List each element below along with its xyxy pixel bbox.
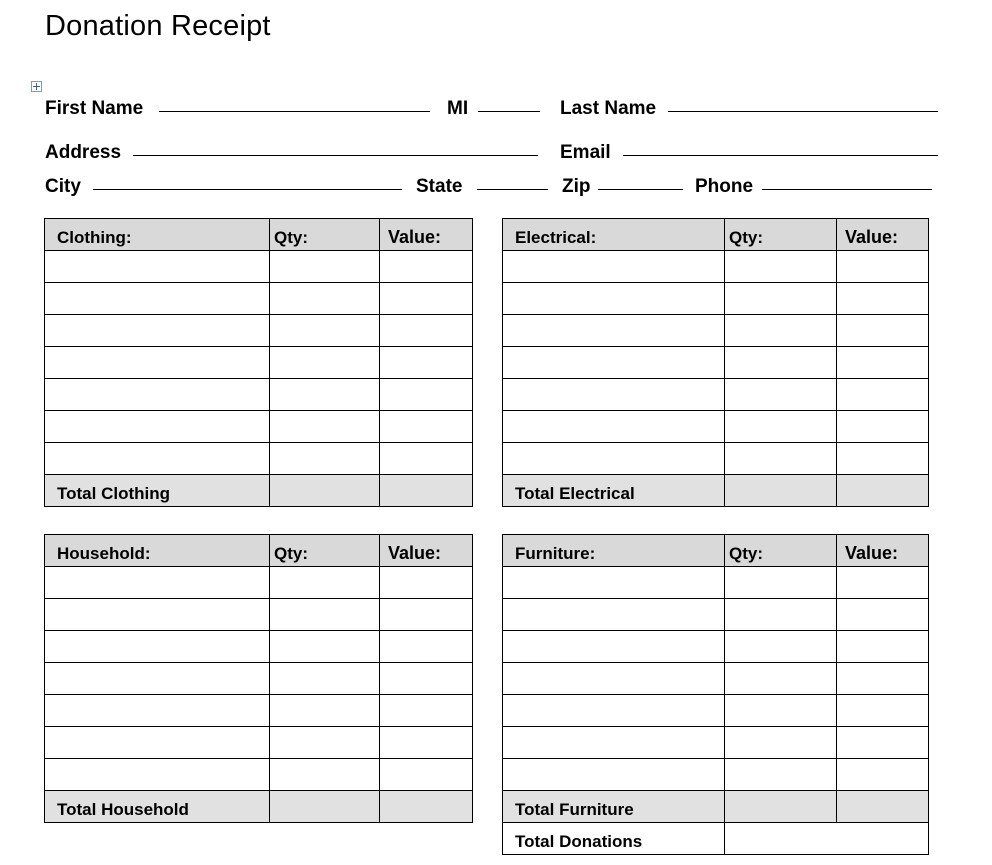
table-row xyxy=(503,727,929,759)
item-cell[interactable] xyxy=(45,599,270,631)
item-cell[interactable] xyxy=(45,567,270,599)
clothing-table xyxy=(44,218,473,507)
total-row xyxy=(45,791,473,823)
address-label: Address xyxy=(45,142,122,163)
qty-cell[interactable] xyxy=(725,251,837,283)
value-cell[interactable] xyxy=(380,567,473,599)
mi-label: MI xyxy=(447,98,469,119)
qty-cell[interactable] xyxy=(725,379,837,411)
qty-cell[interactable] xyxy=(270,379,380,411)
item-cell[interactable] xyxy=(503,443,725,475)
qty-cell[interactable] xyxy=(270,759,380,791)
item-cell[interactable] xyxy=(45,759,270,791)
item-cell[interactable] xyxy=(503,759,725,791)
total-value-cell[interactable] xyxy=(837,475,929,507)
city-label: City xyxy=(45,176,81,197)
value-cell[interactable] xyxy=(380,727,473,759)
table-header-row xyxy=(45,219,473,251)
item-cell[interactable] xyxy=(45,315,270,347)
total-qty-cell[interactable] xyxy=(725,791,837,823)
first-name-label: First Name xyxy=(45,98,144,119)
qty-cell[interactable] xyxy=(270,411,380,443)
table-row xyxy=(503,663,929,695)
total-value-cell[interactable] xyxy=(380,475,473,507)
item-cell[interactable] xyxy=(503,727,725,759)
item-cell[interactable] xyxy=(45,663,270,695)
value-cell[interactable] xyxy=(380,315,473,347)
table-row xyxy=(503,379,929,411)
value-cell[interactable] xyxy=(380,695,473,727)
last-name-field[interactable] xyxy=(668,111,938,112)
value-cell[interactable] xyxy=(837,251,929,283)
item-cell[interactable] xyxy=(503,411,725,443)
table-row xyxy=(503,599,929,631)
table-header-row xyxy=(45,535,473,567)
value-cell[interactable] xyxy=(837,443,929,475)
table-row xyxy=(45,283,473,315)
qty-cell[interactable] xyxy=(725,567,837,599)
item-cell[interactable] xyxy=(45,283,270,315)
qty-cell[interactable] xyxy=(270,631,380,663)
total-qty-cell[interactable] xyxy=(270,475,380,507)
qty-cell[interactable] xyxy=(270,315,380,347)
qty-cell[interactable] xyxy=(725,631,837,663)
clothing-header: Clothing: xyxy=(57,228,132,247)
table-row xyxy=(45,251,473,283)
table-row xyxy=(45,727,473,759)
household-header: Household: xyxy=(57,544,151,563)
qty-cell[interactable] xyxy=(725,727,837,759)
item-cell[interactable] xyxy=(503,251,725,283)
state-field[interactable] xyxy=(477,189,548,190)
total-row xyxy=(503,475,929,507)
table-row xyxy=(45,567,473,599)
electrical-header: Electrical: xyxy=(515,228,597,247)
value-cell[interactable] xyxy=(380,631,473,663)
qty-header: Qty: xyxy=(729,228,763,247)
total-donations-cell[interactable] xyxy=(725,823,929,855)
table-row xyxy=(503,251,929,283)
value-cell[interactable] xyxy=(837,411,929,443)
furniture-table xyxy=(502,534,929,855)
item-cell[interactable] xyxy=(503,567,725,599)
table-row xyxy=(45,599,473,631)
table-row xyxy=(503,283,929,315)
qty-cell[interactable] xyxy=(270,695,380,727)
total-qty-cell[interactable] xyxy=(270,791,380,823)
table-row xyxy=(45,315,473,347)
total-household-label: Total Household xyxy=(57,800,189,819)
qty-cell[interactable] xyxy=(270,251,380,283)
qty-header: Qty: xyxy=(274,228,308,247)
item-cell[interactable] xyxy=(503,379,725,411)
total-row xyxy=(45,475,473,507)
qty-cell[interactable] xyxy=(725,443,837,475)
qty-cell[interactable] xyxy=(725,695,837,727)
phone-field[interactable] xyxy=(762,189,932,190)
value-cell[interactable] xyxy=(837,727,929,759)
value-cell[interactable] xyxy=(837,599,929,631)
qty-cell[interactable] xyxy=(725,411,837,443)
qty-cell[interactable] xyxy=(725,283,837,315)
total-value-cell[interactable] xyxy=(380,791,473,823)
table-row xyxy=(503,695,929,727)
address-field[interactable] xyxy=(133,155,538,156)
electrical-table xyxy=(502,218,929,507)
item-cell[interactable] xyxy=(45,347,270,379)
table-row xyxy=(45,695,473,727)
value-cell[interactable] xyxy=(837,631,929,663)
household-table xyxy=(44,534,473,823)
qty-cell[interactable] xyxy=(725,759,837,791)
item-cell[interactable] xyxy=(45,695,270,727)
zip-label: Zip xyxy=(562,176,591,197)
total-value-cell[interactable] xyxy=(837,791,929,823)
table-row xyxy=(503,347,929,379)
table-row xyxy=(45,443,473,475)
table-row xyxy=(45,347,473,379)
item-cell[interactable] xyxy=(503,283,725,315)
qty-cell[interactable] xyxy=(725,663,837,695)
value-cell[interactable] xyxy=(837,315,929,347)
item-cell[interactable] xyxy=(503,599,725,631)
zip-field[interactable] xyxy=(598,189,683,190)
table-row xyxy=(503,759,929,791)
table-row xyxy=(45,379,473,411)
item-cell[interactable] xyxy=(503,315,725,347)
table-move-handle-icon[interactable] xyxy=(31,81,42,92)
value-cell[interactable] xyxy=(380,379,473,411)
value-cell[interactable] xyxy=(380,759,473,791)
qty-cell[interactable] xyxy=(270,283,380,315)
table-header-row xyxy=(503,535,929,567)
qty-cell[interactable] xyxy=(270,599,380,631)
qty-cell[interactable] xyxy=(725,347,837,379)
item-cell[interactable] xyxy=(503,663,725,695)
value-header: Value: xyxy=(388,543,442,563)
item-cell[interactable] xyxy=(45,379,270,411)
state-label: State xyxy=(416,176,463,197)
qty-header: Qty: xyxy=(729,544,763,563)
table-row xyxy=(503,315,929,347)
table-header-row xyxy=(503,219,929,251)
total-clothing-label: Total Clothing xyxy=(57,484,170,503)
mi-field[interactable] xyxy=(478,111,540,112)
value-cell[interactable] xyxy=(837,283,929,315)
qty-cell[interactable] xyxy=(270,727,380,759)
value-cell[interactable] xyxy=(837,379,929,411)
qty-cell[interactable] xyxy=(725,599,837,631)
item-cell[interactable] xyxy=(45,727,270,759)
grand-total-row xyxy=(503,823,929,855)
item-cell[interactable] xyxy=(45,411,270,443)
table-row xyxy=(45,663,473,695)
table-row xyxy=(45,631,473,663)
qty-cell[interactable] xyxy=(270,567,380,599)
table-row xyxy=(45,411,473,443)
value-cell[interactable] xyxy=(380,411,473,443)
value-cell[interactable] xyxy=(837,663,929,695)
last-name-label: Last Name xyxy=(560,98,657,119)
qty-cell[interactable] xyxy=(270,443,380,475)
total-electrical-label: Total Electrical xyxy=(515,484,635,503)
item-cell[interactable] xyxy=(503,695,725,727)
item-cell[interactable] xyxy=(45,251,270,283)
value-cell[interactable] xyxy=(380,347,473,379)
value-cell[interactable] xyxy=(380,599,473,631)
qty-cell[interactable] xyxy=(725,315,837,347)
qty-header: Qty: xyxy=(274,544,308,563)
total-row xyxy=(503,791,929,823)
furniture-header: Furniture: xyxy=(515,544,596,563)
table-row xyxy=(503,567,929,599)
value-header: Value: xyxy=(845,543,899,563)
city-field[interactable] xyxy=(93,189,402,190)
page-title: Donation Receipt xyxy=(45,10,271,42)
email-field[interactable] xyxy=(623,155,938,156)
phone-label: Phone xyxy=(695,176,754,197)
value-cell[interactable] xyxy=(380,443,473,475)
table-row xyxy=(503,631,929,663)
item-cell[interactable] xyxy=(503,631,725,663)
value-cell[interactable] xyxy=(837,759,929,791)
table-row xyxy=(45,759,473,791)
value-cell[interactable] xyxy=(837,695,929,727)
email-label: Email xyxy=(560,142,611,163)
first-name-field[interactable] xyxy=(159,111,430,112)
value-cell[interactable] xyxy=(837,567,929,599)
item-cell[interactable] xyxy=(503,347,725,379)
value-cell[interactable] xyxy=(380,663,473,695)
item-cell[interactable] xyxy=(45,631,270,663)
value-cell[interactable] xyxy=(380,283,473,315)
value-cell[interactable] xyxy=(380,251,473,283)
table-row xyxy=(503,443,929,475)
qty-cell[interactable] xyxy=(270,347,380,379)
value-cell[interactable] xyxy=(837,347,929,379)
value-header: Value: xyxy=(845,227,899,247)
value-header: Value: xyxy=(388,227,442,247)
item-cell[interactable] xyxy=(45,443,270,475)
total-qty-cell[interactable] xyxy=(725,475,837,507)
qty-cell[interactable] xyxy=(270,663,380,695)
total-furniture-label: Total Furniture xyxy=(515,800,634,819)
table-row xyxy=(503,411,929,443)
total-donations-label: Total Donations xyxy=(515,832,643,851)
